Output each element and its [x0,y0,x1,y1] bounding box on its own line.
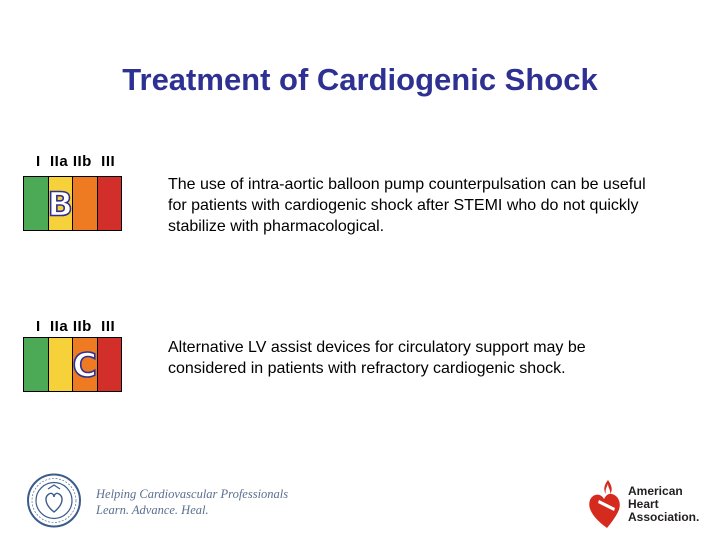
level-of-evidence-badge: C [72,345,97,384]
aha-wordmark [628,485,699,524]
recommendation-text: The use of intra-aortic balloon pump counterpulsation can be useful for patients with cardiogenic shock after STEMI who do not quickly stabilize with pharmacological. [168,176,646,235]
acc-seal-icon [24,473,84,528]
slide-title: Treatment of Cardiogenic Shock [122,62,598,97]
aha-heart-torch-icon [587,478,627,530]
class-iii-bar [98,177,122,230]
recommendation-text: Alternative LV assist devices for circulatory support may be considered in patients with refractory cardiogenic shock. [168,339,586,377]
class-iii-bar [98,338,122,391]
class-header: I IIa IIb III [36,318,116,335]
acc-tagline [96,486,288,518]
class-header: I IIa IIb III [36,153,116,170]
class-i-bar [24,338,49,391]
class-i-bar [24,177,49,230]
aha-name-line-3: Association. [628,510,700,524]
class-iia-bar [49,177,74,230]
tagline-line-2: Learn. Advance. Heal. [96,503,209,517]
class-bars [23,337,122,392]
class-iib-bar [73,338,98,391]
class-iia-bar [49,338,74,391]
aha-name-line-2: Heart [628,497,659,511]
aha-name-line-1: American [628,484,683,498]
tagline-line-1: Helping Cardiovascular Professionals [96,487,289,501]
level-of-evidence-badge: B [47,184,73,223]
class-bars [23,176,122,231]
class-iib-bar [73,177,98,230]
